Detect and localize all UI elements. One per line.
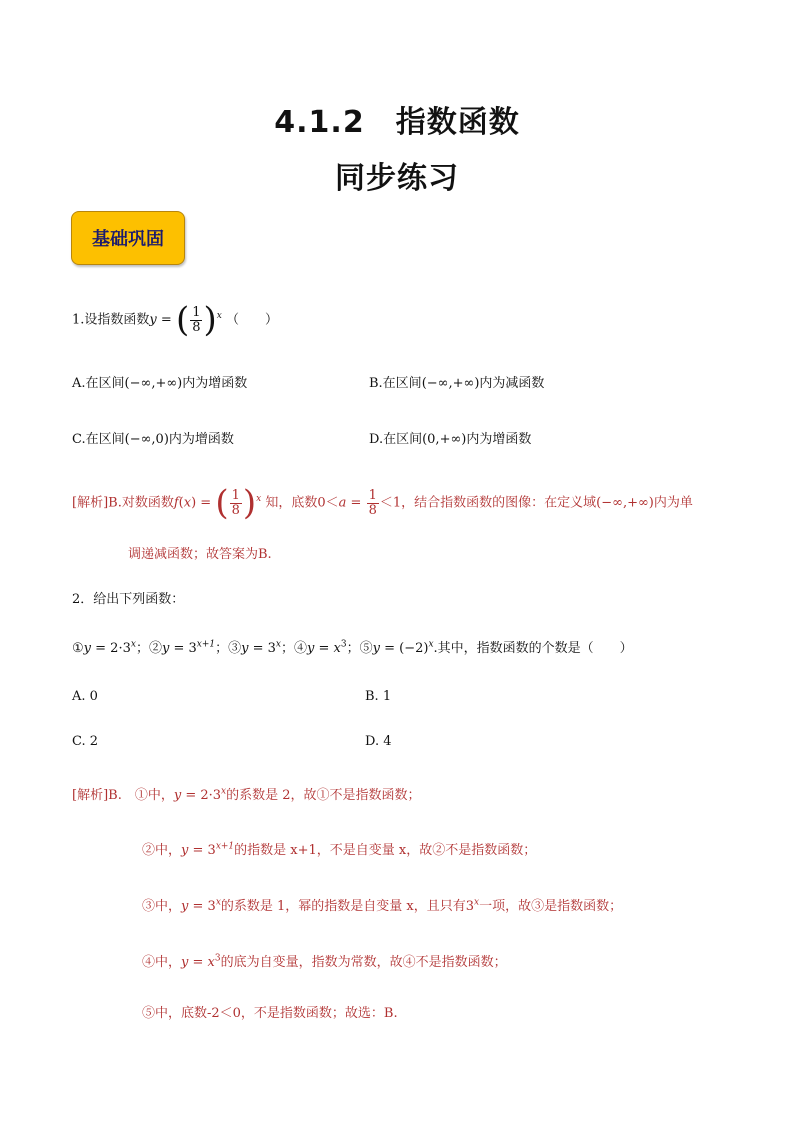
option-1a: A.在区间(−∞,+∞)内为增函数 <box>72 376 248 391</box>
option-2a: A. 0 <box>72 689 98 704</box>
interval: (−∞,+∞) <box>421 376 480 391</box>
option-1b: B.在区间(−∞,+∞)内为减函数 <box>369 376 545 391</box>
option-2d: D. 4 <box>365 734 392 749</box>
question-1: 1.设指数函数y = ( $\frac{1}{8}$ )$^x$ （ ） <box>72 300 278 340</box>
page-subtitle: 同步练习 <box>335 161 459 196</box>
question-1-stem: 1.设指数函数 <box>72 312 150 328</box>
section-badge: 基础巩固 <box>71 211 185 265</box>
analysis-2-line2: ②中，$y = 3^{x+1}$的指数是 x+1，不是自变量 x，故②不是指数函数； <box>142 841 537 858</box>
formula-y: y <box>149 312 157 328</box>
option-1c: C.在区间(−∞,0)内为增函数 <box>72 432 234 447</box>
analysis-2-line4: ④中，$y = x^3$的底为自变量，指数为常数，故④不是指数函数； <box>142 953 507 970</box>
option-1d: D.在区间(0,+∞)内为增函数 <box>369 432 532 447</box>
analysis-2-line3: ③中，$y = 3^x$的系数是 1，幂的指数是自变量 x，且只有3$^x$一项，故③是指数函数； <box>142 897 623 914</box>
question-2-list: ①y = $2\cdot 3^x$；②y = $3^{x+1}$；③y = $3^x$；④y = $x^3$；⑤y = $(-2)^x$.其中，指数函数的个数是（ ） <box>72 639 633 656</box>
interval: (−∞,0) <box>124 432 169 447</box>
option-2c: C. 2 <box>72 734 99 749</box>
option-2b: B. 1 <box>365 689 392 704</box>
analysis-2-line1: [解析]B. ①中，$y = 2\cdot 3^x$的系数是 2，故①不是指数函数； <box>72 786 421 803</box>
analysis-1: [解析]B.对数函数f(x) = ( $\frac{1}{8}$ )$^x$ 知，底数0＜a = $\frac{1}{8}$ ＜1，结合指数函数的图像：在定义域(−∞,+∞)内为单 <box>72 483 693 523</box>
answer-blank: （ ） <box>225 312 278 328</box>
analysis-1-line2: 调递减函数；故答案为B. <box>128 547 272 562</box>
interval: (−∞,+∞) <box>124 376 183 391</box>
interval: (0,+∞) <box>422 432 467 447</box>
page-title: 4.1.2 指数函数 <box>274 105 520 140</box>
question-2-stem: 2．给出下列函数： <box>72 592 185 607</box>
analysis-2-line5: ⑤中，底数-2＜0，不是指数函数；故选：B. <box>142 1006 398 1021</box>
